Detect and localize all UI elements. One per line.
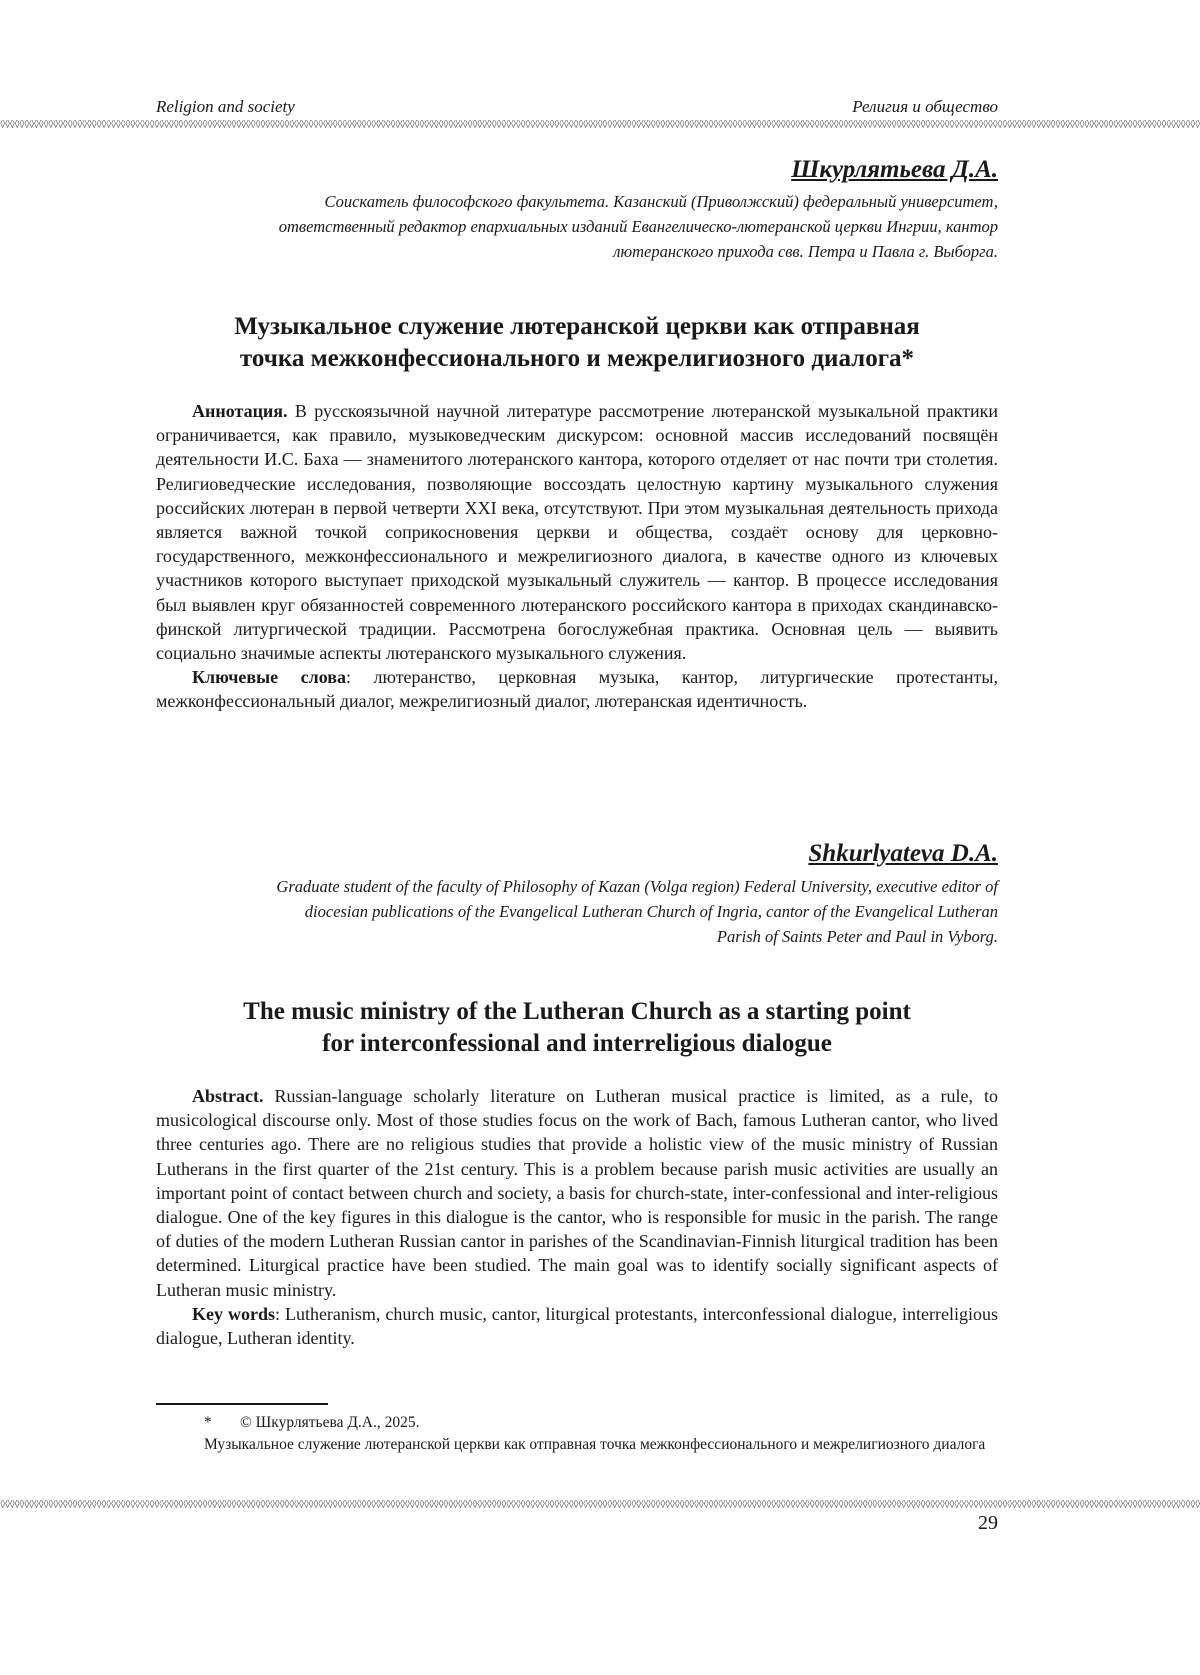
header-journal-ru: Религия и общество — [852, 97, 998, 116]
abstract-text: В русскоязычной научной литературе рассмотрение лютеранской музыкальной практики ограничивается, как правило, музыковедческим дискурсом: основной массив исследований посвящён деятельности И.С. Баха — знаменитого лютеранского кантора, которого отделяет от нас почти три столетия. Религиоведческие исследования, позволяющие воссоздать целостную картину музыкального служения российских лютеран в первой четверти XXI века, отсутствуют. При этом музыкальная деятельность прихода является важной точкой соприкосновения церкви и общества, создаёт основу для церковно-государственного, межконфессионального и межрелигиозного диалога, в качестве одного из ключевых участников которого выступает приходской музыкальный служитель — кантор. В процессе исследования был выявлен круг обязанностей современного лютеранского российского кантора в приходах скандинавско-финской литургической традиции. Рассмотрена богослужебная практика. Основная цель — выявить социально значимые аспекты лютеранского музыкального служения. — [156, 401, 999, 664]
title-line: The music ministry of the Lutheran Church as a starting point — [243, 998, 911, 1025]
footnote-copyright: © Шкурлятьева Д.А., 2025. — [240, 1414, 420, 1431]
title-line: for interconfessional and interreligious dialogue — [322, 1030, 832, 1057]
author-affiliation-ru: Соискатель философского факультета. Казанский (Приволжский) федеральный университет, ответственный редактор епархиальных изданий Евангелическо-лютеранской церкви Ингрии, кантор лютеранского прихода свв. Петра и Павла г. Выборга. — [278, 192, 998, 261]
keywords-text: : Lutheranism, church music, cantor, liturgical protestants, interconfessional dialogue, interreligious dialogue, Lutheran identity. — [156, 1303, 998, 1349]
keywords-label: Key words — [192, 1303, 275, 1324]
author-name-ru: Шкурлятьева Д.А. — [791, 156, 998, 183]
ornament-divider-top: ◊◊◊◊◊◊◊◊◊◊◊◊◊◊◊◊◊◊◊◊◊◊◊◊◊◊◊◊◊◊◊◊◊◊◊◊◊◊◊◊◊◊◊◊◊◊◊◊◊◊◊◊◊◊◊◊◊◊◊◊◊◊◊◊◊◊◊◊◊◊◊◊◊◊◊◊◊◊◊◊◊◊◊◊◊◊◊◊◊◊◊◊◊◊◊◊◊◊◊◊◊◊◊◊◊◊◊◊◊◊◊◊◊◊◊◊◊◊◊◊◊◊◊◊◊◊◊◊◊◊◊◊◊◊◊◊◊◊◊◊◊◊◊◊◊◊◊◊◊◊◊◊◊◊◊◊◊◊◊◊◊◊◊◊◊◊◊◊◊◊◊◊◊◊◊◊◊◊◊◊◊◊◊◊◊◊◊◊◊◊◊◊◊◊◊◊◊◊◊◊◊◊◊◊◊◊◊◊◊◊◊◊◊◊◊◊◊◊◊◊◊◊◊◊◊◊◊◊◊◊◊◊◊◊◊◊◊◊◊◊◊◊◊◊◊◊◊◊◊ — [0, 120, 1200, 129]
article-title-ru — [156, 311, 998, 375]
page-number: 29 — [978, 1512, 998, 1534]
keywords-text: : лютеранство, церковная музыка, кантор, литургические протестанты, межконфессиональный диалог, межрелигиозный диалог, лютеранская идентичность. — [156, 667, 999, 712]
keywords-paragraph — [156, 665, 998, 713]
footnote-mark: * — [204, 1414, 212, 1431]
abstract-paragraph — [156, 399, 998, 665]
running-header — [156, 97, 998, 119]
abstract-label: Abstract. — [192, 1086, 264, 1106]
ornament-divider-bottom: ◊◊◊◊◊◊◊◊◊◊◊◊◊◊◊◊◊◊◊◊◊◊◊◊◊◊◊◊◊◊◊◊◊◊◊◊◊◊◊◊◊◊◊◊◊◊◊◊◊◊◊◊◊◊◊◊◊◊◊◊◊◊◊◊◊◊◊◊◊◊◊◊◊◊◊◊◊◊◊◊◊◊◊◊◊◊◊◊◊◊◊◊◊◊◊◊◊◊◊◊◊◊◊◊◊◊◊◊◊◊◊◊◊◊◊◊◊◊◊◊◊◊◊◊◊◊◊◊◊◊◊◊◊◊◊◊◊◊◊◊◊◊◊◊◊◊◊◊◊◊◊◊◊◊◊◊◊◊◊◊◊◊◊◊◊◊◊◊◊◊◊◊◊◊◊◊◊◊◊◊◊◊◊◊◊◊◊◊◊◊◊◊◊◊◊◊◊◊◊◊◊◊◊◊◊◊◊◊◊◊◊◊◊◊◊◊◊◊◊◊◊◊◊◊◊◊◊◊◊◊◊◊◊◊◊◊◊◊◊◊◊◊◊◊◊◊◊◊◊ — [0, 1500, 1200, 1509]
author-affiliation-en: Graduate student of the faculty of Philosophy of Kazan (Volga region) Federal University, executive editor of diocesian publications of the Evangelical Lutheran Church of Ingria, cantor of the Evangelical Lutheran Parish of Saints Peter and Paul in Vyborg. — [276, 877, 998, 946]
footnote-copyright-line — [156, 1412, 998, 1434]
keywords-label: Ключевые слова — [192, 667, 346, 688]
author-name-en: Shkurlyateva D.A. — [808, 840, 998, 867]
article-title-en — [156, 996, 998, 1060]
footnote-separator — [156, 1403, 328, 1405]
footnote — [156, 1412, 998, 1456]
abstract-text: Russian-language scholarly literature on Lutheran musical practice is limited, as a rule, to musicological discourse only. Most of those studies focus on the work of Bach, famous Lutheran cantor, who lived three centuries ago. There are no religious studies that provide a holistic view of the music ministry of Russian Lutherans in the first quarter of the 21st century. This is a problem because parish music activities are usually an important point of contact between church and society, a basis for church-state, inter-confessional and inter-religious dialogue. One of the key figures in this dialogue is the cantor, who is responsible for music in the parish. The range of duties of the modern Lutheran Russian cantor in parishes of the Scandinavian-Finnish liturgical tradition has been determined. Liturgical practice have been studied. The main goal was to identify socially significant aspects of Lutheran music ministry. — [156, 1086, 998, 1300]
keywords-paragraph — [156, 1302, 998, 1350]
title-line: точка межконфессионального и межрелигиозного диалога* — [239, 345, 915, 372]
abstract-ru — [156, 399, 998, 714]
title-line: Музыкальное служение лютеранской церкви как отправная — [234, 313, 920, 340]
abstract-paragraph — [156, 1084, 998, 1302]
abstract-label: Аннотация. — [192, 401, 288, 421]
footnote-text: Музыкальное служение лютеранской церкви как отправная точка межконфессионального и межрелигиозного диалога — [204, 1436, 986, 1453]
header-journal-en: Religion and society — [156, 97, 295, 116]
abstract-en — [156, 1084, 998, 1350]
